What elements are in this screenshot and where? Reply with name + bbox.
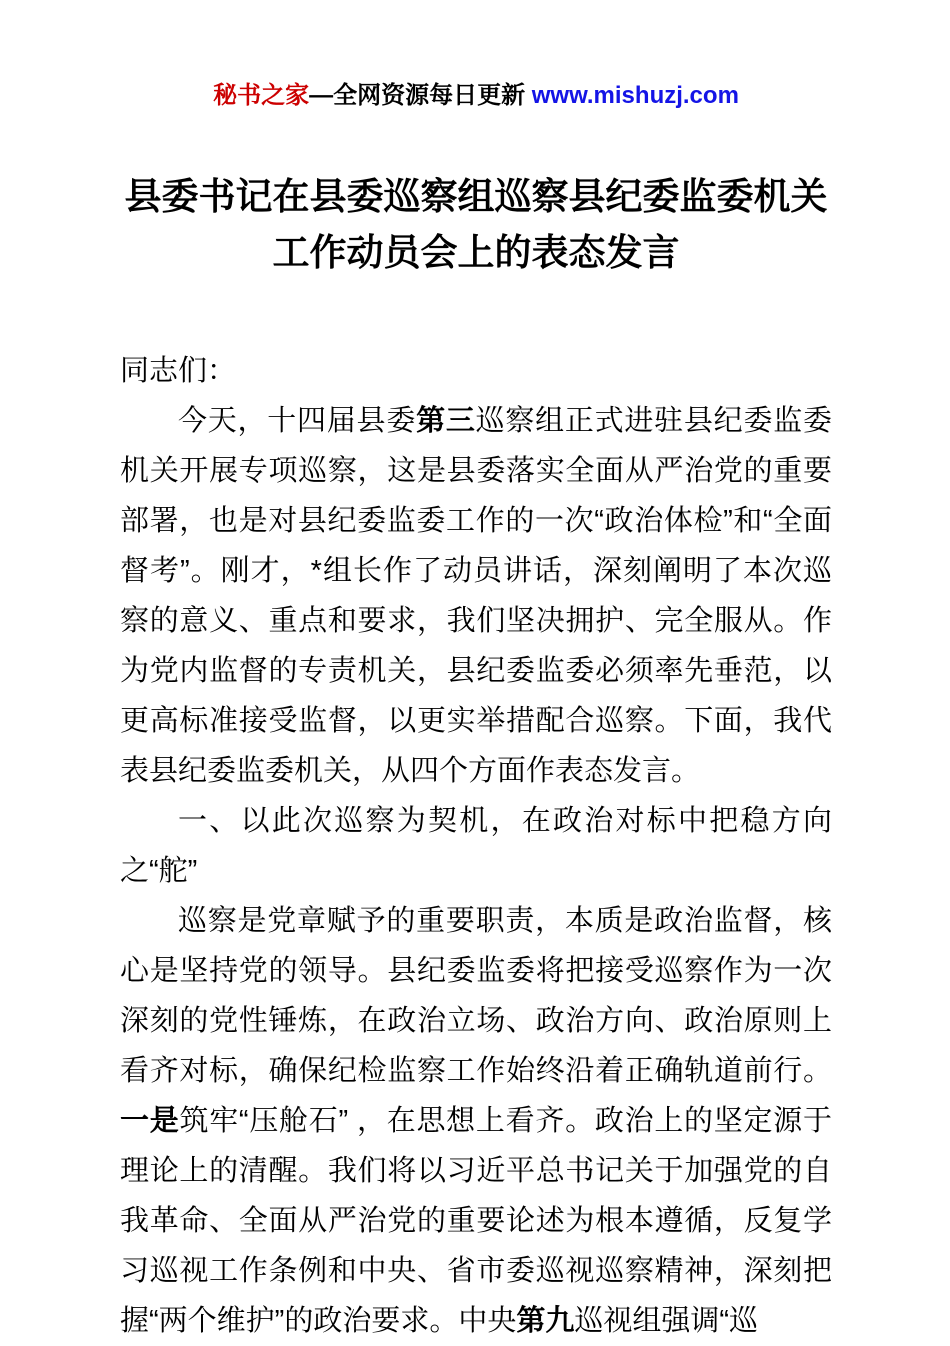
text-run: 巡视组强调“巡: [574, 1305, 759, 1338]
site-url-link[interactable]: www.mishuzj.com: [531, 82, 739, 109]
paragraph: [120, 396, 832, 796]
text-run: 同志们：: [120, 355, 237, 388]
tagline-text: —全网资源每日更新: [309, 82, 532, 109]
document-body: [120, 346, 832, 1346]
text-run: 第三: [416, 405, 476, 438]
text-run: 今天，十四届县委: [178, 405, 417, 438]
paragraph: [120, 896, 832, 1346]
brand-text: 秘书之家: [213, 82, 310, 109]
paragraph: [120, 346, 832, 396]
text-run: 第九: [516, 1305, 575, 1338]
text-run: 筑牢“压舱石” ，在思想上看齐。政治上的坚定源于理论上的清醒。我们将以习近平总书记关于加强党的自我革命、全面从严治党的重要论述为根本遵循，反复学习巡视工作条例和中央、省市委巡视巡察精神，深刻把握“两个维护”的政治要求。中央: [120, 1105, 832, 1338]
paragraph: [120, 796, 832, 896]
text-run: 一是: [120, 1105, 180, 1138]
text-run: 巡察是党章赋予的重要职责，本质是政治监督，核心是坚持党的领导。县纪委监委将把接受巡察作为一次深刻的党性锤炼，在政治立场、政治方向、政治原则上看齐对标，确保纪检监察工作始终沿着正确轨道前行。: [120, 905, 832, 1088]
site-header: [120, 80, 832, 111]
text-run: 巡察组正式进驻县纪委监委机关开展专项巡察，这是县委落实全面从严治党的重要部署，也是对县纪委监委工作的一次“政治体检”和“全面督考”。刚才，*组长作了动员讲话，深刻阐明了本次巡察的意义、重点和要求，我们坚决拥护、完全服从。作为党内监督的专责机关，县纪委监委必须率先垂范，以更高标准接受监督，以更实举措配合巡察。下面，我代表县纪委监委机关，从四个方面作表态发言。: [120, 405, 832, 788]
page-title: 县委书记在县委巡察组巡察县纪委监委机关工作动员会上的表态发言: [124, 176, 828, 273]
text-run: 一、以此次巡察为契机，在政治对标中把稳方向之“舵”: [120, 805, 832, 888]
